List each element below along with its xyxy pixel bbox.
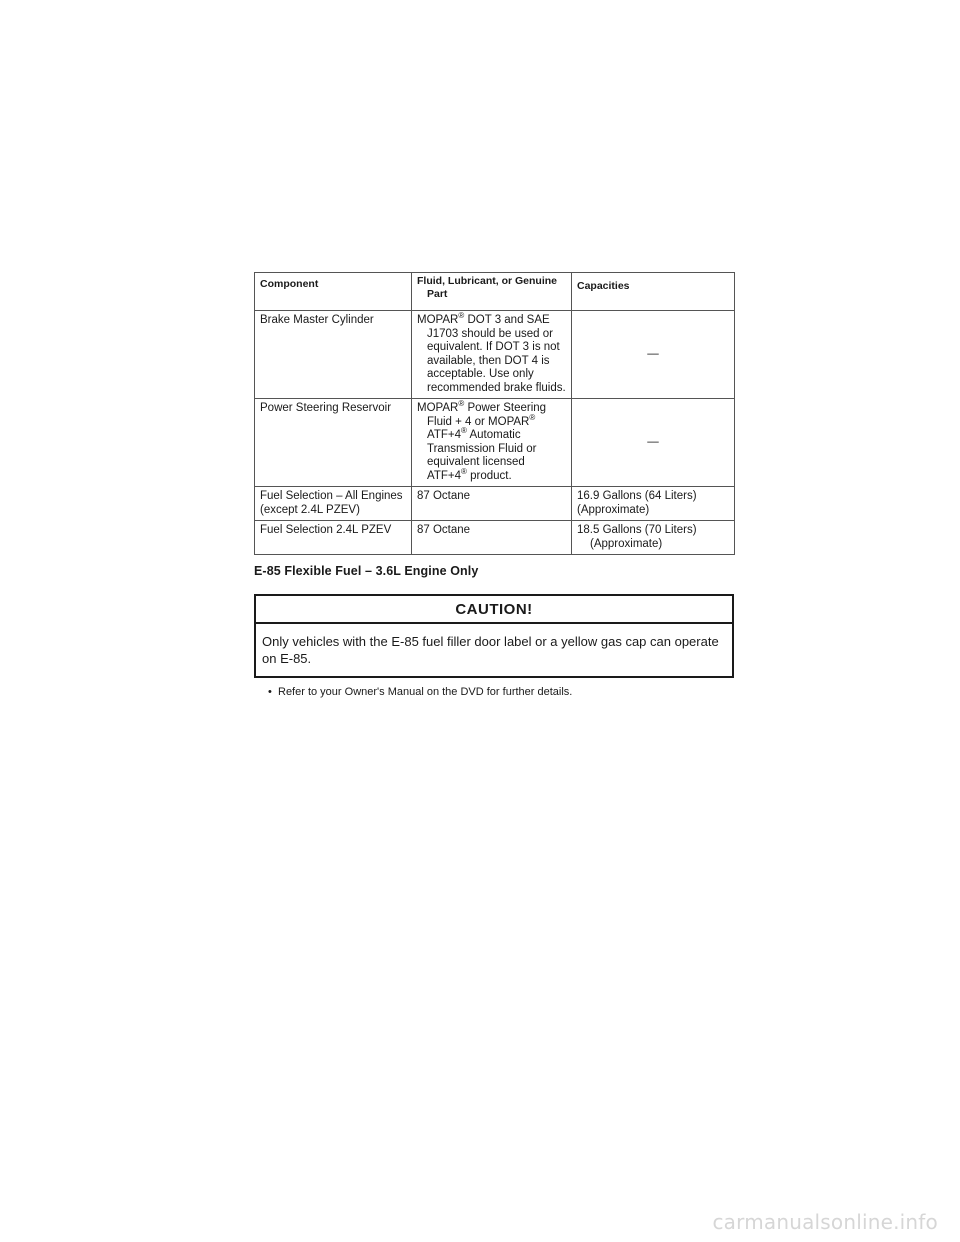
- bullet-list: [254, 686, 734, 698]
- watermark: carmanualsonline.info: [712, 1210, 938, 1234]
- cell-fluid: 87 Octane: [412, 487, 572, 521]
- header-fluid: Fluid, Lubricant, or Genuine Part: [412, 273, 572, 311]
- cell-component: Power Steering Reservoir: [255, 399, 412, 487]
- table-row: [255, 311, 735, 399]
- cell-component: Brake Master Cylinder: [255, 311, 412, 399]
- table-row: [255, 399, 735, 487]
- cell-component: Fuel Selection 2.4L PZEV: [255, 521, 412, 555]
- table-row: [255, 487, 735, 521]
- header-capacities: Capacities: [572, 273, 735, 311]
- header-component: Component: [255, 273, 412, 311]
- cell-capacity: 18.5 Gallons (70 Liters) (Approximate): [572, 521, 735, 555]
- cell-fluid: MOPAR® Power Steering Fluid + 4 or MOPAR® ATF+4® Automatic Transmission Fluid or equivalent licensed ATF+4® product.: [412, 399, 572, 487]
- cell-fluid: 87 Octane: [412, 521, 572, 555]
- cell-capacity: —: [572, 311, 735, 399]
- table-header-row: [255, 273, 735, 311]
- cell-capacity: —: [572, 399, 735, 487]
- page-content: [254, 272, 734, 698]
- section-heading: E-85 Flexible Fuel – 3.6L Engine Only: [254, 564, 479, 578]
- fluids-capacities-table: [254, 272, 735, 555]
- caution-title: CAUTION!: [256, 596, 732, 624]
- cell-component: Fuel Selection – All Engines (except 2.4L PZEV): [255, 487, 412, 521]
- list-item: [268, 686, 734, 698]
- list-item-text: Refer to your Owner's Manual on the DVD for further details.: [278, 686, 573, 698]
- caution-body: Only vehicles with the E-85 fuel filler door label or a yellow gas cap can operate on E-85.: [262, 634, 719, 666]
- bullet-icon: •: [268, 686, 272, 698]
- table-row: [255, 521, 735, 555]
- caution-box: [254, 594, 734, 678]
- cell-capacity: 16.9 Gallons (64 Liters) (Approximate): [572, 487, 735, 521]
- cell-fluid: MOPAR® DOT 3 and SAE J1703 should be used or equivalent. If DOT 3 is not available, then DOT 4 is acceptable. Use only recommended brake fluids.: [412, 311, 572, 399]
